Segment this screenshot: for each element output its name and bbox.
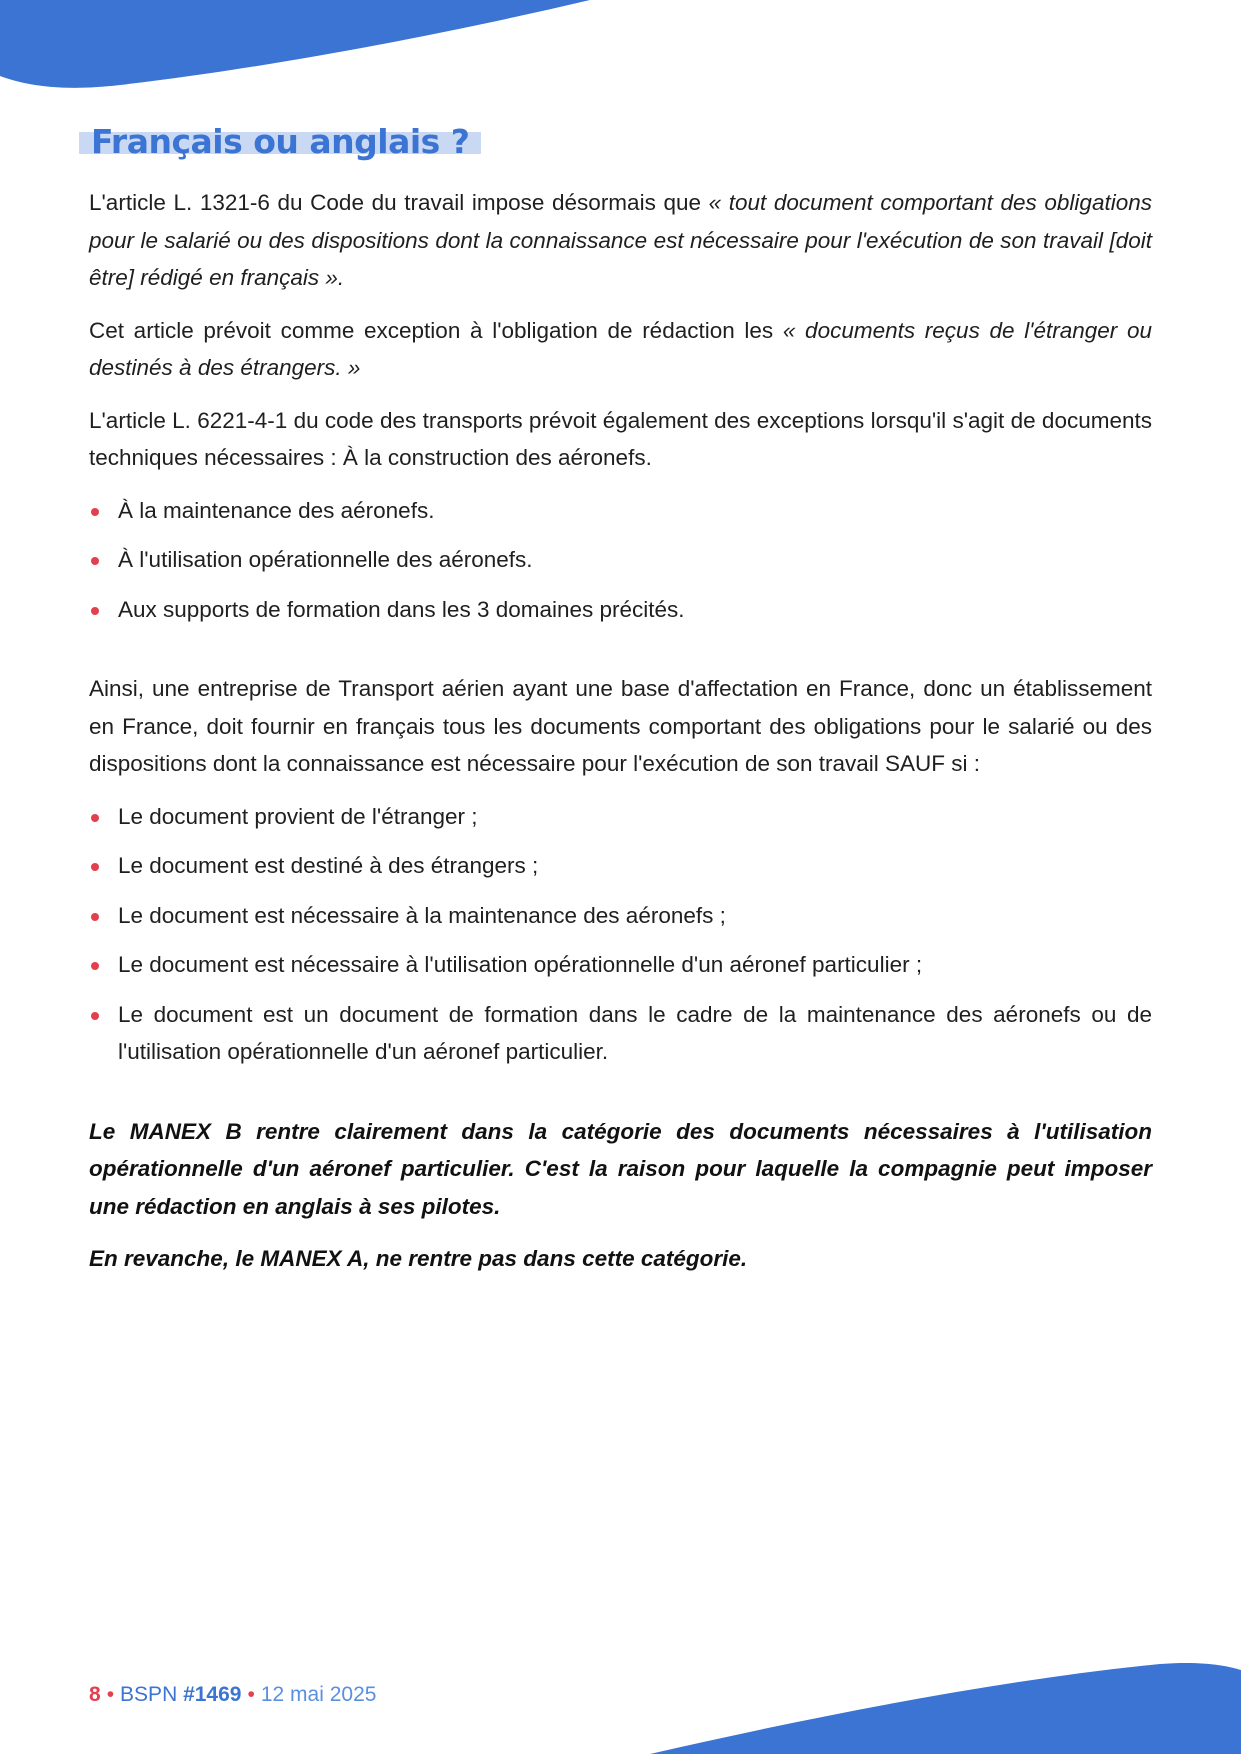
page-footer [89,1680,376,1710]
page-content [89,118,1152,1293]
list-item: À l'utilisation opérationnelle des aéronefs. [89,541,1152,579]
paragraph-manex-a: En revanche, le MANEX A, ne rentre pas dans cette catégorie. [89,1246,748,1271]
footer-separator: • [106,1683,115,1706]
paragraph-code-transports: L'article L. 6221-4-1 du code des transports prévoit également des exceptions lorsqu'il s'agit de documents techniques nécessaires : À la construction des aéronefs. [89,407,1152,470]
list-item: Aux supports de formation dans les 3 domaines précités. [89,591,1152,629]
paragraph-exception [89,312,1152,387]
list-item: Le document est nécessaire à la maintenance des aéronefs ; [89,897,1152,935]
paragraph-exception-text: Cet article prévoit comme exception à l'obligation de rédaction les [89,317,783,343]
exceptions-list [89,798,1152,1071]
paragraph-manex-b: Le MANEX B rentre clairement dans la catégorie des documents nécessaires à l'utilisation opérationnelle d'un aéronef particulier. C'est la raison pour laquelle la compagnie peut imposer une rédaction en anglais à ses pilotes. [89,1118,1152,1219]
footer-separator: • [247,1683,255,1706]
paragraph-code-travail-text: L'article L. 1321-6 du Code du travail impose désormais que [89,190,709,215]
top-wave-decoration [0,0,600,95]
list-item: À la maintenance des aéronefs. [89,492,1152,530]
paragraph-ainsi: Ainsi, une entreprise de Transport aérien ayant une base d'affectation en France, donc un établissement en France, doit fournir en français tous les documents comportant des obligations pour le salarié ou des dispositions dont la connaissance est nécessaire pour l'exécution de son travail SAUF si : [89,676,1152,776]
list-item: Le document est nécessaire à l'utilisation opérationnelle d'un aéronef particulier ; [89,946,1152,984]
section-title: Français ou anglais ? [91,122,470,161]
technical-documents-list [89,492,1152,629]
issue-date: 12 mai 2025 [260,1683,377,1706]
paragraph-code-travail [89,184,1152,297]
publication-name: BSPN [120,1683,178,1706]
list-item: Le document provient de l'étranger ; [89,798,1152,836]
page-number: 8 [89,1683,101,1706]
section-title-wrap [89,118,471,166]
list-item: Le document est destiné à des étrangers ; [89,847,1152,885]
paragraph-code-travail-quote: « tout document comportant des obligations pour le salarié ou des dispositions dont la connaissance est nécessaire pour l'exécution de son travail [doit être] rédigé en français ». [89,190,1152,290]
issue-number: #1469 [183,1683,242,1706]
list-item: Le document est un document de formation dans le cadre de la maintenance des aéronefs ou de l'utilisation opérationnelle d'un aéronef particulier. [89,996,1152,1071]
paragraph-exception-quote: « documents reçus de l'étranger ou destinés à des étrangers. » [89,317,1152,380]
